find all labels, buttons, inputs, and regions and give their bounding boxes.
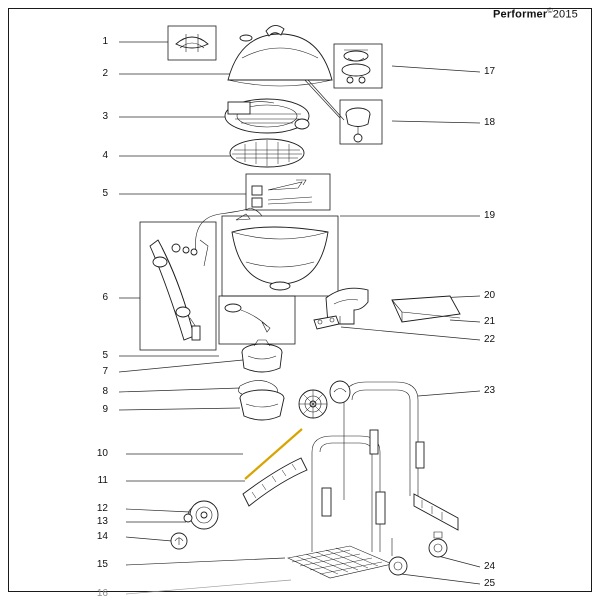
callout-14[interactable]: 14 [96,531,108,542]
copyright-mark: © [547,8,553,15]
callout-15[interactable]: 15 [96,559,108,570]
callout-7[interactable]: 7 [102,366,108,377]
callout-22[interactable]: 22 [484,334,496,345]
callout-12[interactable]: 12 [96,503,108,514]
model-year: 2015 [552,8,578,21]
callout-16[interactable]: 16 [96,588,108,599]
callout-21[interactable]: 21 [484,316,496,327]
callout-13[interactable]: 13 [96,516,108,527]
callout-1[interactable]: 1 [102,36,108,47]
callout-4[interactable]: 4 [102,150,108,161]
callout-5-lower[interactable]: 5 [102,350,108,361]
callout-8[interactable]: 8 [102,386,108,397]
callout-24[interactable]: 24 [484,561,496,572]
callout-2[interactable]: 2 [102,68,108,79]
callout-23[interactable]: 23 [484,385,496,396]
brand-name: Performer [492,8,548,21]
callout-9[interactable]: 9 [102,404,108,415]
callout-11[interactable]: 11 [97,475,108,486]
callout-18[interactable]: 18 [484,117,496,128]
callout-17[interactable]: 17 [484,66,496,77]
callout-19[interactable]: 19 [484,210,496,221]
callout-3[interactable]: 3 [102,111,108,122]
callout-25[interactable]: 25 [484,578,496,589]
page-title [493,8,578,21]
callout-10[interactable]: 10 [96,448,108,459]
callout-20[interactable]: 20 [484,290,496,301]
callout-6[interactable]: 6 [102,292,108,303]
callout-5-upper[interactable]: 5 [102,188,108,199]
